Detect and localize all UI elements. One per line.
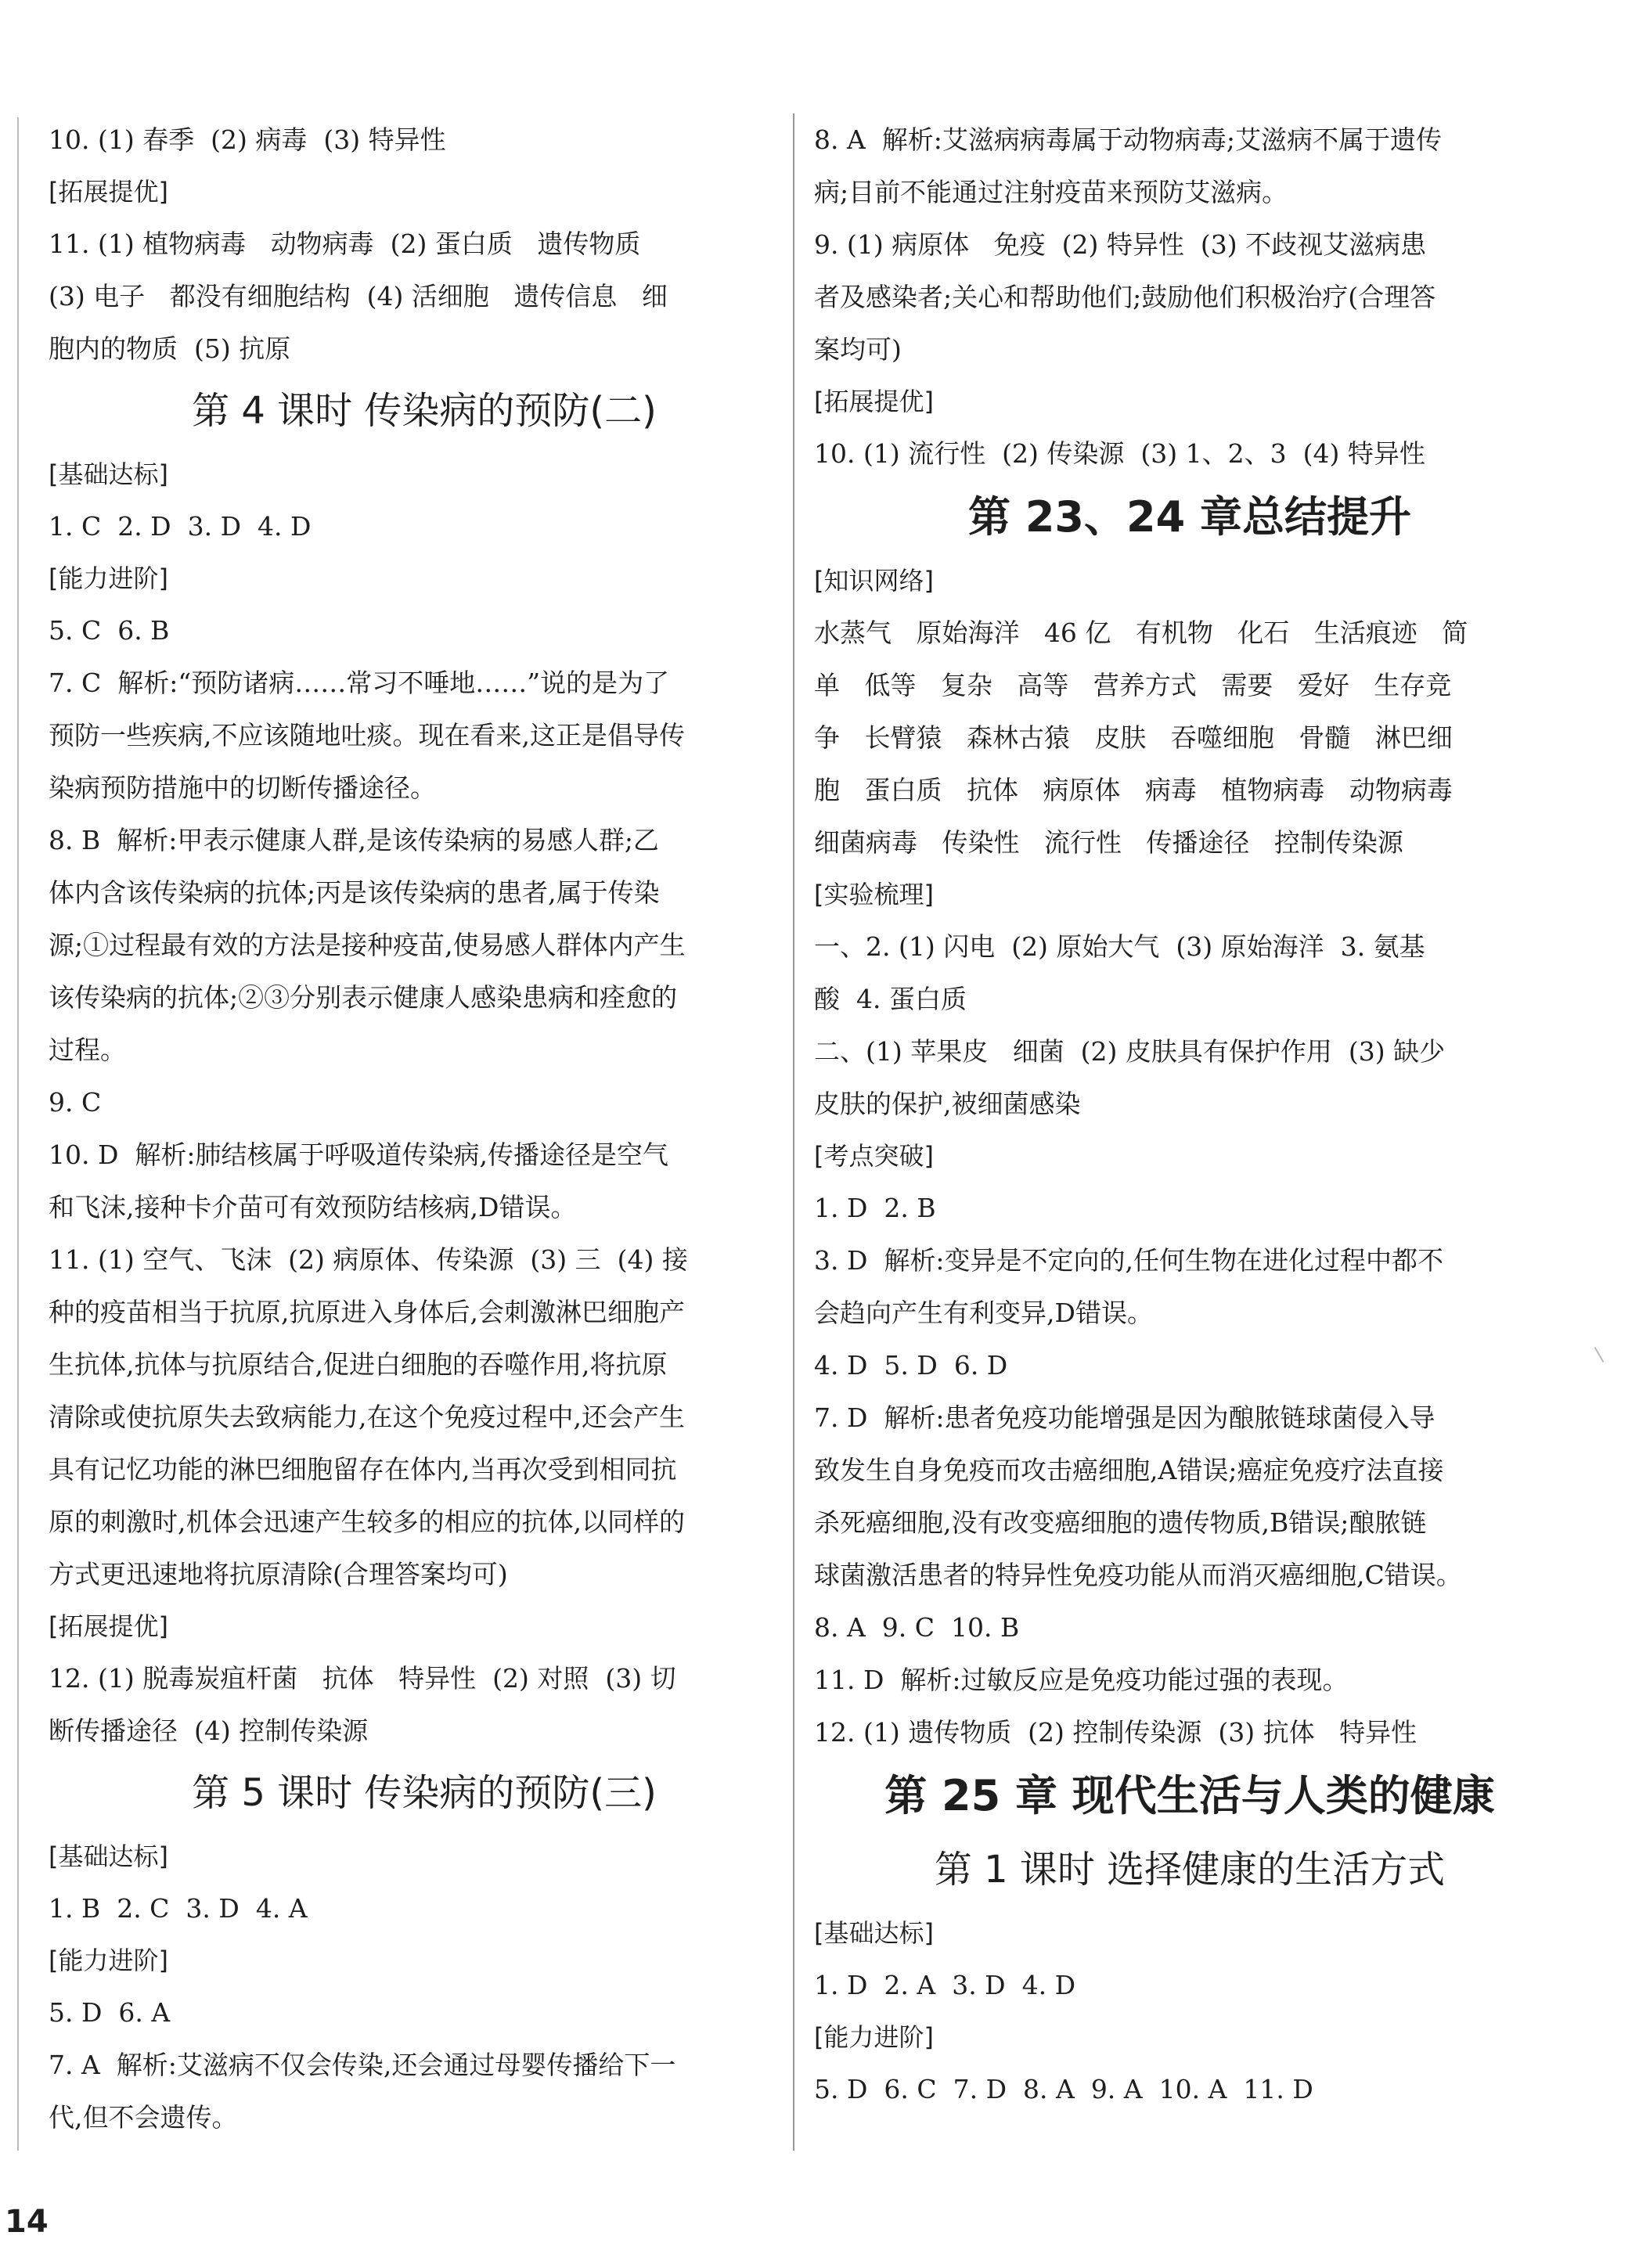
answers-5-6: 5. C 6. B [49,615,170,646]
answer-9r-line3: 案均可) [814,334,902,365]
answer-7r-line4: 球菌激活患者的特异性免疫功能从而消灭癌细胞,C错误。 [814,1560,1462,1590]
answers-4-6-r: 4. D 5. D 6. D [814,1350,1008,1381]
answers-1-4-b: 1. B 2. C 3. D 4. A [49,1893,308,1924]
left-column [49,113,800,2144]
answer-3r-line2: 会趋向产生有利变异,D错误。 [814,1298,1153,1328]
answer-8-line5: 过程。 [49,1035,126,1065]
answer-9: 9. C [49,1087,102,1118]
lesson-1-heading: 第 1 课时 选择健康的生活方式 [934,1848,1446,1892]
answers-1-4-r: 1. D 2. A 3. D 4. D [814,1970,1076,2000]
answer-10-line2: 和飞沫,接种卡介苗可有效预防结核病,D错误。 [49,1192,577,1222]
knowledge-line5: 细菌病毒 传染性 流行性 传播途径 控制传染源 [814,827,1403,858]
knowledge-line3: 争 长臂猿 森林古猿 皮肤 吞噬细胞 骨髓 淋巴细 [814,722,1453,753]
answer-7r-line1: 7. D 解析:患者免疫功能增强是因为酿脓链球菌侵入导 [814,1402,1435,1433]
left-margin-line [17,117,19,2151]
answer-10-line1: 10. D 解析:肺结核属于呼吸道传染病,传播途径是空气 [49,1139,669,1170]
answer-11b-line6: 原的刺激时,机体会迅速产生较多的相应的抗体,以同样的 [49,1507,685,1537]
answer-7b-line1: 7. A 解析:艾滋病不仅会传染,还会通过母婴传播给下一 [49,2050,676,2080]
section-tag-extension-r: [拓展提优] [814,387,934,416]
answer-11b-line3: 生抗体,抗体与抗原结合,促进白细胞的吞噬作用,将抗原 [49,1349,668,1380]
answer-12-line1: 12. (1) 脱毒炭疽杆菌 抗体 特异性 (2) 对照 (3) 切 [49,1663,676,1694]
answer-11-line1: 11. (1) 植物病毒 动物病毒 (2) 蛋白质 遗传物质 [49,229,641,259]
section-tag-ability-r: [能力进阶] [814,2022,934,2052]
answer-11r: 11. D 解析:过敏反应是免疫功能过强的表现。 [814,1665,1349,1695]
lesson-4-heading: 第 4 课时 传染病的预防(二) [192,389,657,433]
answer-3r-line1: 3. D 解析:变异是不定向的,任何生物在进化过程中都不 [814,1245,1444,1276]
answer-12-line2: 断传播途径 (4) 控制传染源 [49,1715,369,1746]
summary-heading: 第 23、24 章总结提升 [968,492,1411,542]
answer-11b-line7: 方式更迅速地将抗原清除(合理答案均可) [49,1559,508,1589]
knowledge-line1: 水蒸气 原始海洋 46 亿 有机物 化石 生活痕迹 简 [814,617,1468,648]
answer-7b-line2: 代,但不会遗传。 [49,2102,238,2133]
answer-7-line1: 7. C 解析:“预防诸病……常习不唾地……”说的是为了 [49,668,670,698]
section-tag-basic-r: [基础达标] [814,1918,934,1948]
answer-11b-line2: 种的疫苗相当于抗原,抗原进入身体后,会刺激淋巴细胞产 [49,1297,685,1327]
section-tag-breakthrough: [考点突破] [814,1141,934,1171]
page-number: 14 [5,2204,49,2240]
section-tag-basic: [基础达标] [49,459,168,489]
answer-8-line1: 8. B 解析:甲表示健康人群,是该传染病的易感人群;乙 [49,825,659,855]
answer-8-line4: 该传染病的抗体;②③分别表示健康人感染患病和痊愈的 [49,982,678,1013]
answer-11b-line5: 具有记忆功能的淋巴细胞留存在体内,当再次受到相同抗 [49,1454,677,1485]
answers-5-6-b: 5. D 6. A [49,1997,171,2028]
answers-1-4: 1. C 2. D 3. D 4. D [49,511,312,542]
experiment-2-line2: 皮肤的保护,被细菌感染 [814,1089,1081,1119]
knowledge-line2: 单 低等 复杂 高等 营养方式 需要 爱好 生存竞 [814,670,1452,700]
answer-8r-line2: 病;目前不能通过注射疫苗来预防艾滋病。 [814,177,1288,207]
answer-10: 10. (1) 春季 (2) 病毒 (3) 特异性 [49,124,446,155]
answer-7r-line3: 杀死癌细胞,没有改变癌细胞的遗传物质,B错误;酿脓链 [814,1507,1427,1538]
right-column [814,113,1565,2115]
experiment-1-line1: 一、2. (1) 闪电 (2) 原始大气 (3) 原始海洋 3. 氨基 [814,931,1425,962]
section-tag-experiment: [实验梳理] [814,880,934,909]
answer-8r-line1: 8. A 解析:艾滋病病毒属于动物病毒;艾滋病不属于遗传 [814,124,1443,155]
answer-7-line2: 预防一些疾病,不应该随地吐痰。现在看来,这正是倡导传 [49,720,685,751]
answer-9r-line1: 9. (1) 病原体 免疫 (2) 特异性 (3) 不歧视艾滋病患 [814,229,1427,260]
section-tag-ability-2: [能力进阶] [49,1946,168,1975]
answer-8-line3: 源;①过程最有效的方法是接种疫苗,使易感人群体内产生 [49,930,686,960]
answer-10r: 10. (1) 流行性 (2) 传染源 (3) 1、2、3 (4) 特异性 [814,438,1425,469]
section-tag-knowledge: [知识网络] [814,566,934,596]
answer-8-line2: 体内含该传染病的抗体;丙是该传染病的患者,属于传染 [49,877,660,908]
answer-12r: 12. (1) 遗传物质 (2) 控制传染源 (3) 抗体 特异性 [814,1717,1417,1748]
answer-11-line3: 胞内的物质 (5) 抗原 [49,333,291,364]
edge-mark [1594,1347,1605,1363]
section-tag-basic-2: [基础达标] [49,1841,168,1871]
lesson-5-heading: 第 5 课时 传染病的预防(三) [192,1771,657,1815]
chapter-25-heading: 第 25 章 现代生活与人类的健康 [884,1771,1495,1820]
experiment-1-line2: 酸 4. 蛋白质 [814,984,967,1014]
answer-11b-line4: 清除或使抗原失去致病能力,在这个免疫过程中,还会产生 [49,1402,685,1432]
answer-11-line2: (3) 电子 都没有细胞结构 (4) 活细胞 遗传信息 细 [49,281,668,311]
answer-9r-line2: 者及感染者;关心和帮助他们;鼓励他们积极治疗(合理答 [814,282,1436,312]
answer-7r-line2: 致发生自身免疫而攻击癌细胞,A错误;癌症免疫疗法直接 [814,1455,1444,1485]
answers-8-10-r: 8. A 9. C 10. B [814,1612,1020,1643]
section-tag-extension-2: [拓展提优] [49,1611,168,1641]
answers-1-2-r: 1. D 2. B [814,1193,936,1223]
answer-11b-line1: 11. (1) 空气、飞沫 (2) 病原体、传染源 (3) 三 (4) 接 [49,1244,688,1275]
answer-7-line3: 染病预防措施中的切断传播途径。 [49,772,436,803]
answers-5-11-r: 5. D 6. C 7. D 8. A 9. A 10. A 11. D [814,2074,1313,2104]
knowledge-line4: 胞 蛋白质 抗体 病原体 病毒 植物病毒 动物病毒 [814,775,1453,805]
experiment-2-line1: 二、(1) 苹果皮 细菌 (2) 皮肤具有保护作用 (3) 缺少 [814,1036,1446,1067]
section-tag-ability: [能力进阶] [49,563,168,593]
section-tag-extension: [拓展提优] [49,177,168,207]
